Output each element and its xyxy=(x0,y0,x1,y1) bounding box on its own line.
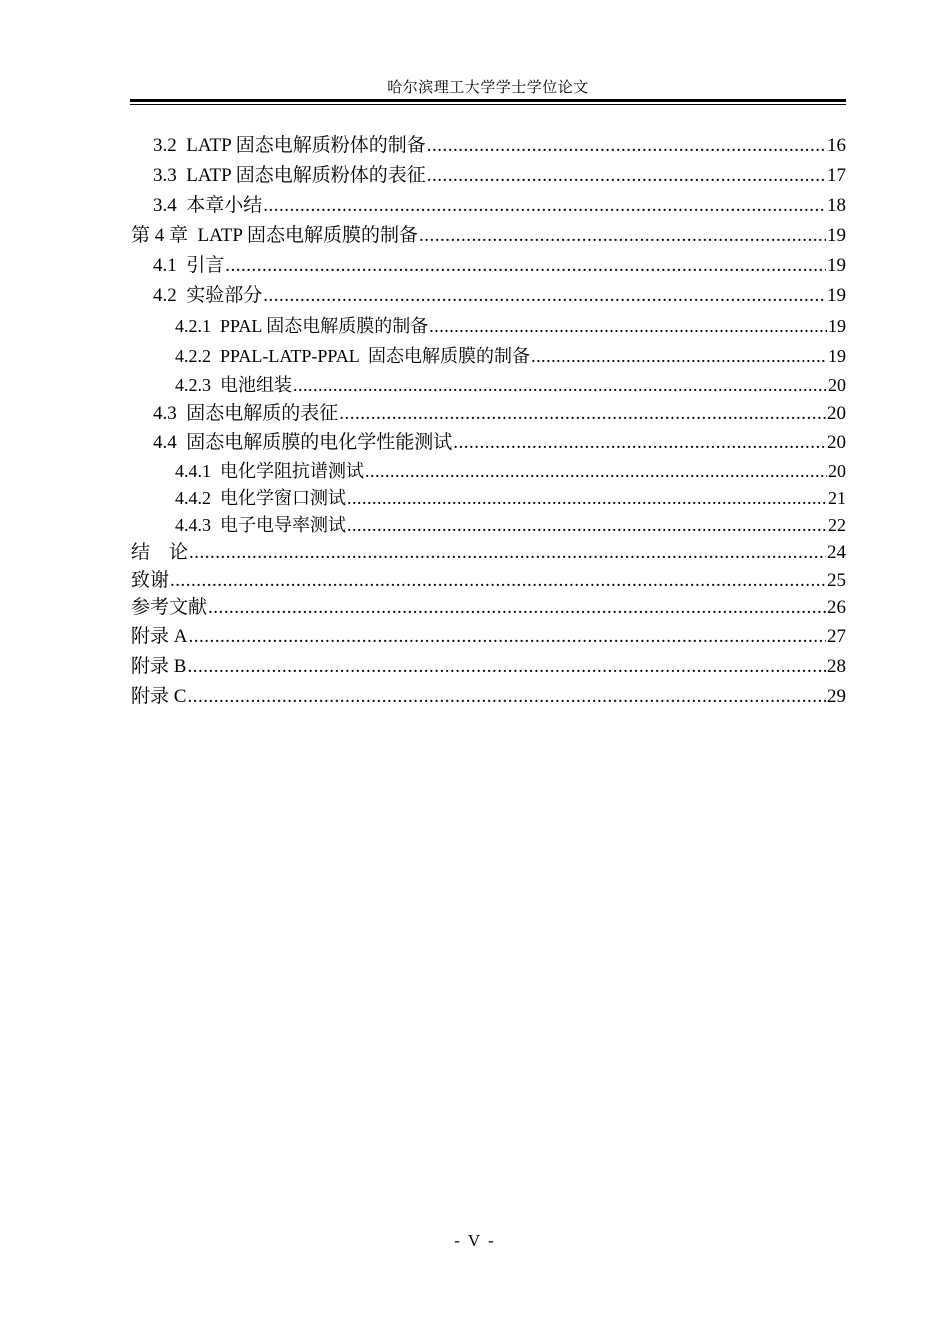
toc-dot-leader xyxy=(263,281,826,311)
toc-entry-title: 第 4 章 LATP 固态电解质膜的制备 xyxy=(131,225,418,246)
toc-entry[interactable] xyxy=(131,682,846,712)
toc-entry-title: 致谢 xyxy=(131,570,170,591)
toc-entry-page: 20 xyxy=(827,432,846,453)
toc-entry[interactable] xyxy=(131,567,846,594)
toc-entry[interactable] xyxy=(131,371,846,400)
header-rule-thick xyxy=(130,99,846,102)
toc-entry[interactable] xyxy=(131,221,846,251)
toc-entry[interactable] xyxy=(131,485,846,512)
toc-entry-title: 4.4.2 电化学窗口测试 xyxy=(175,488,346,508)
toc-entry-page: 28 xyxy=(827,656,846,677)
toc-entry[interactable] xyxy=(131,281,846,311)
toc-entry-page: 27 xyxy=(827,626,846,647)
toc-dot-leader xyxy=(170,567,826,594)
toc-entry[interactable] xyxy=(131,594,846,622)
toc-entry-page: 25 xyxy=(827,570,846,591)
toc-entry-page: 20 xyxy=(827,403,846,424)
toc-entry-title: 4.2.3 电池组装 xyxy=(175,375,292,395)
toc-entry-title: 4.4.3 电子电导率测试 xyxy=(175,515,346,535)
toc-entry-page: 20 xyxy=(828,375,846,395)
toc-entry-title: 附录 A xyxy=(131,626,188,647)
toc-dot-leader xyxy=(208,594,826,622)
toc-entry-page: 19 xyxy=(828,316,846,336)
page-number: - V - xyxy=(454,1231,496,1250)
toc-dot-leader xyxy=(339,400,826,428)
toc-entry-title: 4.2.1 PPAL 固态电解质膜的制备 xyxy=(175,316,429,336)
toc-entry-page: 19 xyxy=(827,225,846,246)
toc-entry-page: 17 xyxy=(827,165,846,186)
toc-entry-title: 3.4 本章小结 xyxy=(153,195,263,216)
toc-dot-leader xyxy=(347,512,827,539)
toc-entry[interactable] xyxy=(131,131,846,161)
toc-entry-title: 4.3 固态电解质的表征 xyxy=(153,403,339,424)
toc-entry[interactable] xyxy=(131,341,846,371)
toc-entry-page: 19 xyxy=(828,346,846,366)
toc-dot-leader xyxy=(453,428,826,457)
toc-entry-title: 结 论 xyxy=(131,542,189,563)
toc-dot-leader xyxy=(427,161,826,191)
toc-dot-leader xyxy=(429,311,827,341)
toc-entry-title: 3.3 LATP 固态电解质粉体的表征 xyxy=(153,165,426,186)
toc-dot-leader xyxy=(188,622,826,652)
toc-dot-leader xyxy=(187,682,826,712)
toc-entry[interactable] xyxy=(131,191,846,221)
toc-entry[interactable] xyxy=(131,161,846,191)
toc-dot-leader xyxy=(427,131,826,161)
toc-entry[interactable] xyxy=(131,622,846,652)
toc-entry-title: 4.1 引言 xyxy=(153,255,225,276)
toc-entry-page: 19 xyxy=(827,285,846,306)
toc-dot-leader xyxy=(189,539,826,567)
toc-entry-title: 参考文献 xyxy=(131,597,208,618)
running-header: 哈尔滨理工大学学士学位论文 xyxy=(387,80,589,96)
toc-entry-title: 附录 C xyxy=(131,686,187,707)
toc-entry[interactable] xyxy=(131,652,846,682)
toc-entry-title: 4.2.2 PPAL-LATP-PPAL 固态电解质膜的制备 xyxy=(175,346,531,366)
toc-entry[interactable] xyxy=(131,311,846,341)
toc-entry-title: 4.4 固态电解质膜的电化学性能测试 xyxy=(153,432,453,453)
toc-entry-page: 18 xyxy=(827,195,846,216)
toc-dot-leader xyxy=(419,221,826,251)
toc-entry-page: 20 xyxy=(828,461,846,481)
toc-dot-leader xyxy=(347,485,827,512)
toc-entry-page: 24 xyxy=(827,542,846,563)
toc-dot-leader xyxy=(293,371,827,400)
toc-entry-title: 附录 B xyxy=(131,656,187,677)
toc-dot-leader xyxy=(263,191,826,221)
toc-entry-title: 3.2 LATP 固态电解质粉体的制备 xyxy=(153,135,426,156)
toc-entry-page: 16 xyxy=(827,135,846,156)
toc-entry-page: 21 xyxy=(828,488,846,508)
toc-dot-leader xyxy=(187,652,826,682)
toc-dot-leader xyxy=(365,457,827,485)
toc-entry[interactable] xyxy=(131,457,846,485)
toc-entry-title: 4.4.1 电化学阻抗谱测试 xyxy=(175,461,364,481)
toc-entry[interactable] xyxy=(131,400,846,428)
table-of-contents xyxy=(131,131,846,712)
toc-entry-page: 29 xyxy=(827,686,846,707)
toc-dot-leader xyxy=(225,251,826,281)
toc-entry[interactable] xyxy=(131,251,846,281)
toc-entry[interactable] xyxy=(131,512,846,539)
toc-entry-title: 4.2 实验部分 xyxy=(153,285,263,306)
toc-entry[interactable] xyxy=(131,539,846,567)
toc-dot-leader xyxy=(531,341,827,371)
header-rule-thin xyxy=(130,104,846,105)
toc-entry-page: 19 xyxy=(827,255,846,276)
toc-entry-page: 26 xyxy=(827,597,846,618)
toc-entry-page: 22 xyxy=(828,515,846,535)
toc-entry[interactable] xyxy=(131,428,846,457)
